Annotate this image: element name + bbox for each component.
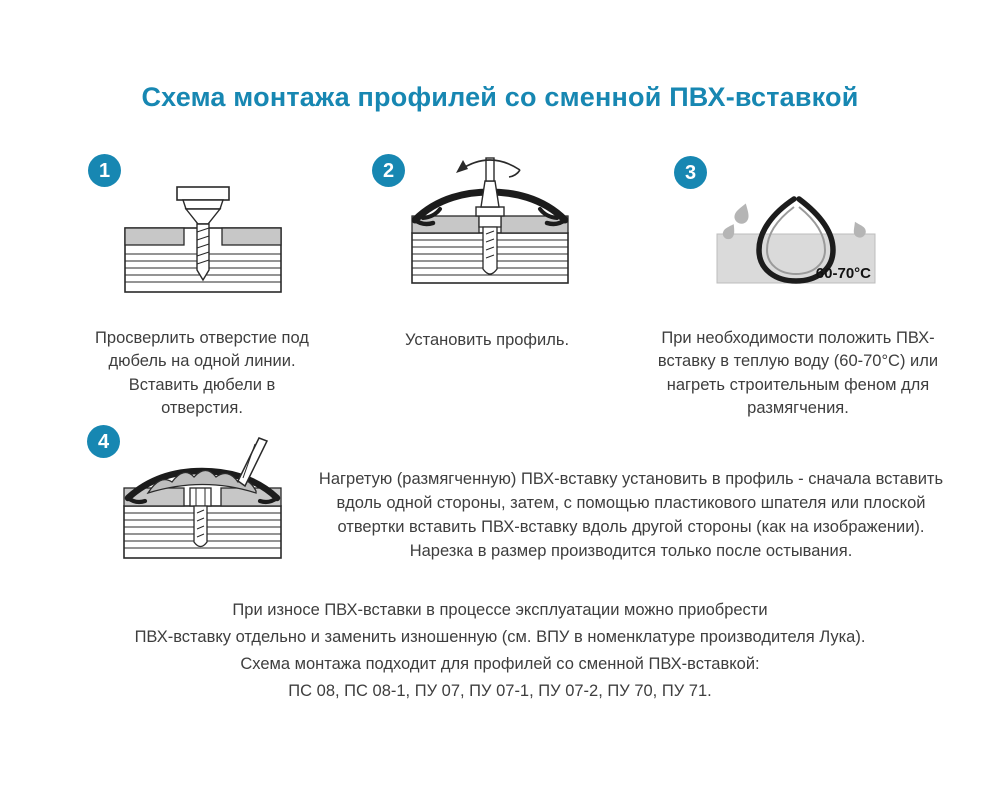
step-number: 1 <box>98 159 111 182</box>
warm-water-soften-illustration <box>703 190 888 295</box>
page-title: Схема монтажа профилей со сменной ПВХ-вставкой <box>141 82 859 112</box>
footer-line: ПВХ-вставку отдельно и заменить изношенную (см. ВПУ в номенклатуре производителя Лука). <box>134 628 866 646</box>
footer-line: Схема монтажа подходит для профилей со сменной ПВХ-вставкой: <box>240 655 760 673</box>
drill-hole-illustration <box>113 184 293 304</box>
install-profile-illustration <box>400 155 580 287</box>
footer-line: При износе ПВХ-вставки в процессе эксплуатации можно приобрести <box>232 601 768 619</box>
screw-icon <box>476 158 504 216</box>
step-4-description: Нагретую (размягченную) ПВХ-вставку установить в профиль - сначала вставить вдоль одной стороны, затем, с помощью пластикового шпателя или плоской отвертки вставить ПВХ-вставку вдоль другой стороны (как на изображении). Нарезка в размер производится только после остывания. <box>318 470 944 560</box>
step-1-badge <box>88 154 121 187</box>
step-3-caption: При необходимости положить ПВХ-вставку в теплую воду (60-70°С) или нагреть строительным феном для размягчения. <box>657 329 939 418</box>
insert-installation-illustration <box>110 436 295 563</box>
step-number: 4 <box>97 430 110 453</box>
step-3-badge <box>674 156 707 189</box>
footer-note <box>0 597 1000 705</box>
footer-line: ПС 08, ПС 08-1, ПУ 07, ПУ 07-1, ПУ 07-2, ПУ 70, ПУ 71. <box>288 682 712 700</box>
step-1-caption: Просверлить отверстие под дюбель на одной линии. Вставить дюбели в отверстия. <box>95 329 309 418</box>
step-2-caption: Установить профиль. <box>404 331 570 349</box>
step-number: 2 <box>382 159 395 182</box>
step-number: 3 <box>684 161 697 184</box>
water-temp-label: 60-70°C <box>815 265 871 282</box>
